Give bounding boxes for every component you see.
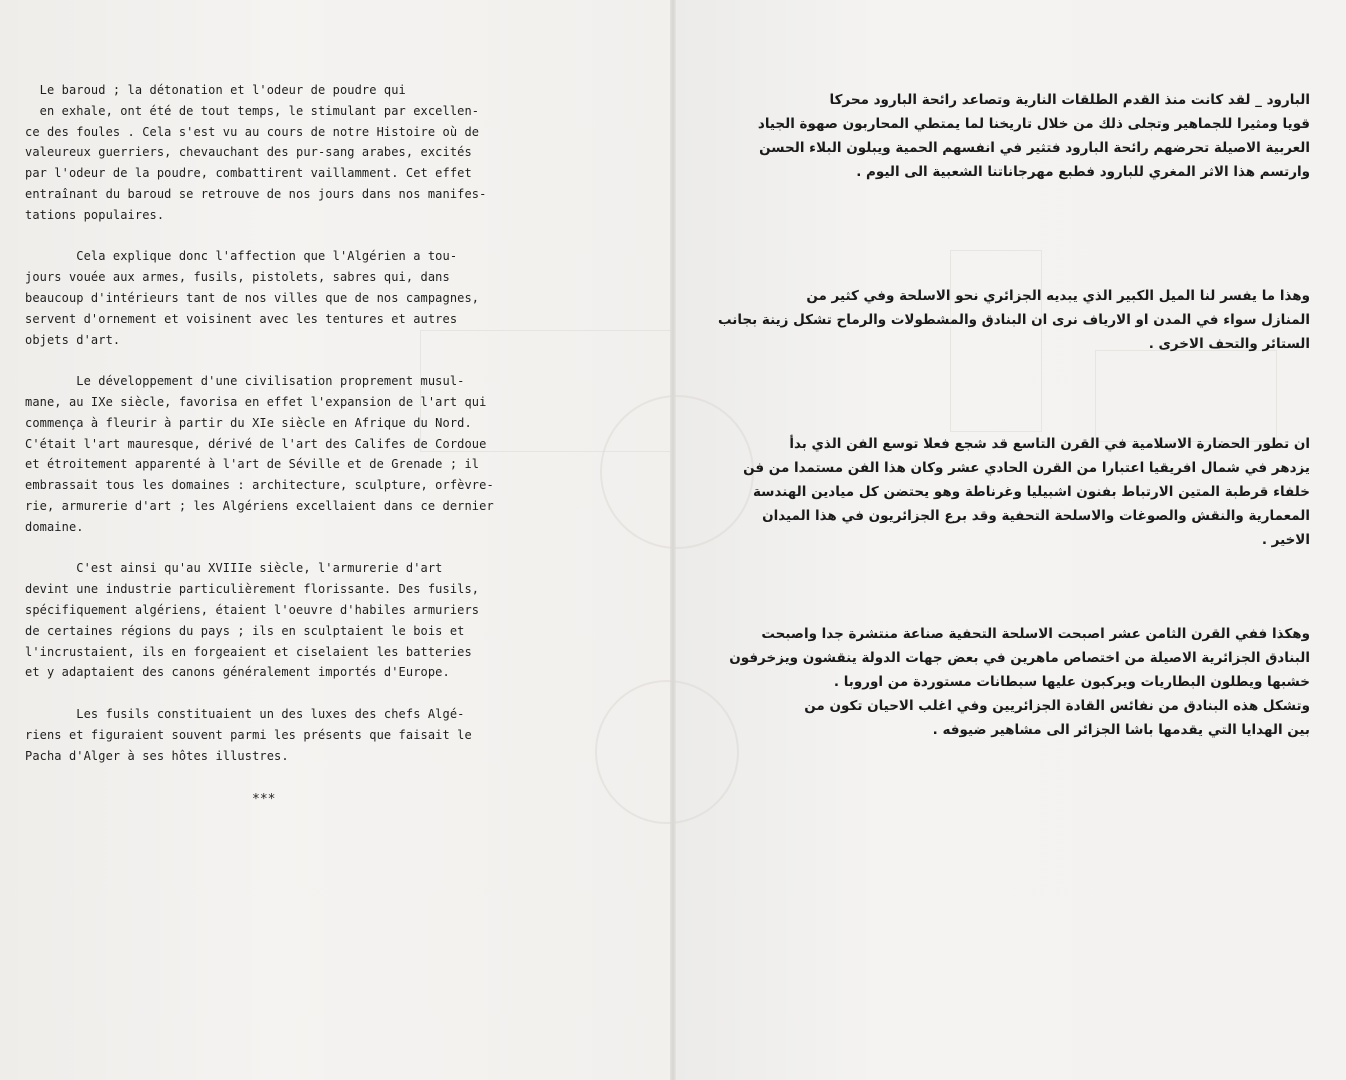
french-paragraph: Le baroud ; la détonation et l'odeur de poudre qui en exhale, ont été de tout temps, le stimulant par excellen- ce des foules . Cela s'est vu au cours de notre Histoire où de valeureux guerriers, chevauchant des pur-sang arabes, excités par l'odeur de la poudre, combattirent vaillamment. Cet effet entraînant du baroud se retrouve de nos jours dans nos manifes- tations populaires. bbox=[25, 83, 487, 222]
section-stars: *** bbox=[252, 792, 276, 807]
french-paragraph: Les fusils constituaient un des luxes des chefs Algé- riens et figuraient souvent parmi les présents que faisait le Pacha d'Alger à ses hôtes illustres. bbox=[25, 706, 472, 763]
arabic-paragraph: البارود _ لقد كانت منذ القدم الطلقات النارية وتصاعد رائحة البارود محركا قويا ومثيرا للجماهير وتجلى ذلك من خلال تاريخنا لما يمتطي المحاربون صهوة الجياد العربية الاصيلة تحرضهم رائحة البارود فتثير في انفسهم الحمية ويبلون البلاء الحسن وارتسم هذا الاثر المغري للبارود فطبع مهرجاناتنا الشعبية الى اليوم . bbox=[757, 92, 1310, 180]
french-paragraph: Le développement d'une civilisation proprement musul- mane, au IXe siècle, favorisa en effet l'expansion de l'art qui commença à fleurir à partir du XIe siècle en Afrique du Nord. C'était l'art mauresque, dérivé de l'art des Califes de Cordoue et étroitement apparenté à l'art de Séville et de Grenade ; il embrassait tous les domaines : architecture, sculpture, orfèvre- rie, armurerie d'art ; les Algériens excellaient dans ce dernier domaine. bbox=[25, 374, 494, 534]
french-text-column bbox=[25, 80, 545, 787]
arabic-paragraph: وهكذا ففي القرن الثامن عشر اصبحت الاسلحة التحفية صناعة منتشرة جدا واصبحت البنادق الجزائرية الاصيلة من اختصاص ماهرين في بعض جهات الدولة ينقشون ويزخرفون خشبها ويطلون البطاريات ويركبون عليها سبطانات مستوردة من اوروبا . وتشكل هذه البنادق من نفائس القادة الجزائريين وفي اغلب الاحيان تكون من بين الهدايا التي يقدمها باشا الجزائر الى مشاهير ضيوفه . bbox=[729, 626, 1310, 738]
arabic-paragraph: ان تطور الحضارة الاسلامية في القرن التاسع قد شجع فعلا توسع الفن الذي بدأ يزدهر في شمال افريقيا اعتبارا من القرن الحادي عشر وكان هذا الفن مستمدا من فن خلفاء قرطبة المتين الارتباط بفنون اشبيليا وغرناطة وهو يحتضن كل ميادين الهندسة المعمارية والنقش والصوغات والاسلحة التحفية وقد برع الجزائريون في هذا الميدان الاخير . bbox=[743, 436, 1310, 548]
french-paragraph: C'est ainsi qu'au XVIIIe siècle, l'armurerie d'art devint une industrie particulièrement florissante. Des fusils, spécifiquement algériens, étaient l'oeuvre d'habiles armuriers de certaines régions du pays ; ils en sculptaient le bois et l'incrustaient, ils en forgeaient et ciselaient les batteries et y adaptaient des canons généralement importés d'Europe. bbox=[25, 561, 480, 680]
french-paragraph: Cela explique donc l'affection que l'Algérien a tou- jours vouée aux armes, fusils, pistolets, sabres qui, dans beaucoup d'intérieurs tant de nos villes que de nos campagnes, servent d'ornement et voisinent avec les tentures et autres objets d'art. bbox=[25, 249, 480, 347]
arabic-paragraph: وهذا ما يفسر لنا الميل الكبير الذي يبديه الجزائري نحو الاسلحة وفي كثير من المنازل سواء في المدن او الارياف نرى ان البنادق والمشطولات والرماح تشكل زينة بجانب الستائر والتحف الاخرى . bbox=[717, 288, 1310, 352]
show-through-stamp-frame bbox=[1095, 350, 1277, 442]
